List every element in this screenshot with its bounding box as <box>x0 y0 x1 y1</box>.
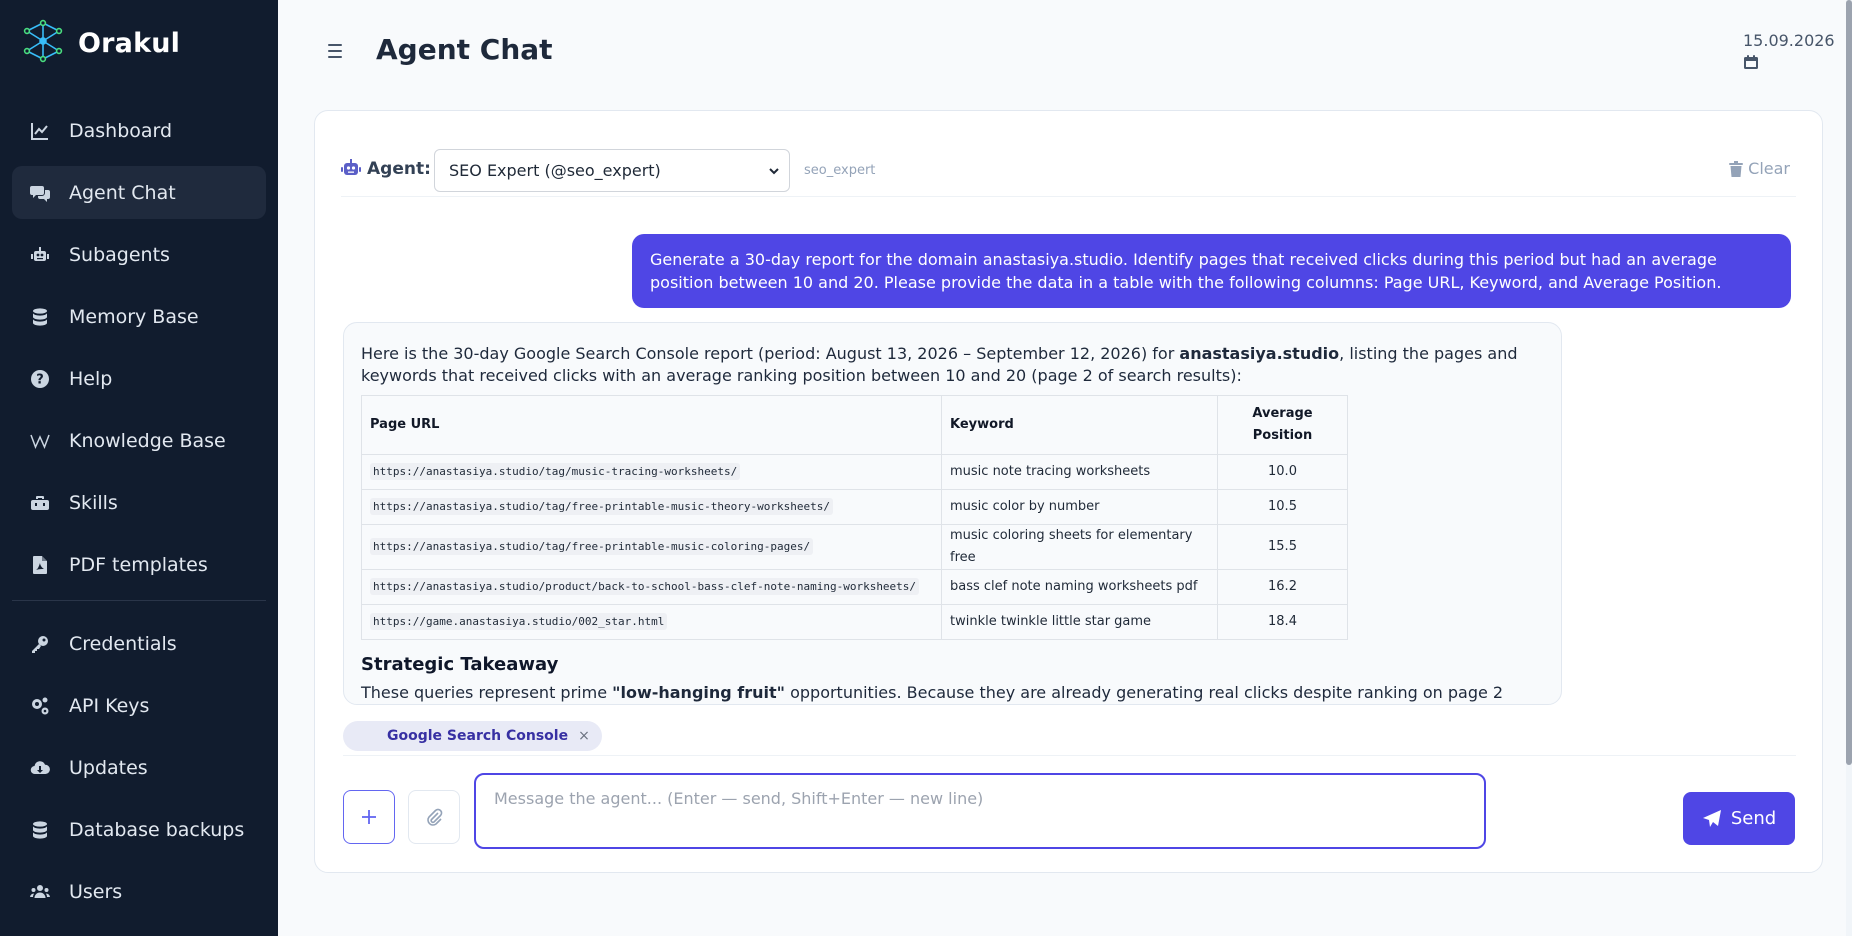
hamburger-menu-icon[interactable] <box>326 40 348 62</box>
report-table <box>361 395 1348 640</box>
intro-text: Here is the 30-day Google Search Console report (period: August 13, 2026 – September 12, 2026) for <box>361 344 1180 363</box>
app-name: Orakul <box>78 27 181 59</box>
takeaway-text <box>361 682 1544 705</box>
sidebar-item-label: Agent Chat <box>69 181 176 204</box>
sidebar <box>0 0 278 936</box>
page-url-cell <box>362 605 942 640</box>
trash-icon <box>1729 161 1743 177</box>
keyword-cell: music color by number <box>942 490 1218 525</box>
chevron-down-icon <box>767 164 781 178</box>
sidebar-item-label: Subagents <box>69 243 170 266</box>
sidebar-item-pdf-templates[interactable] <box>12 538 266 591</box>
table-row <box>362 455 1348 490</box>
user-message: Generate a 30-day report for the domain anastasiya.studio. Identify pages that received clicks during this period but had an average position between 10 and 20. Please provide the data in a table with the following columns: Page URL, Keyword, and Average Position. <box>632 234 1791 308</box>
agent-label: Agent: <box>367 159 431 179</box>
attach-button[interactable] <box>408 790 460 844</box>
agent-select-value: SEO Expert (@seo_expert) <box>449 161 661 180</box>
page-url-cell <box>362 490 942 525</box>
sidebar-item-label: Memory Base <box>69 305 199 328</box>
sidebar-item-label: Users <box>69 880 123 903</box>
sidebar-item-label: Skills <box>69 491 118 514</box>
paperclip-icon <box>424 807 444 827</box>
sidebar-item-label: Help <box>69 367 113 390</box>
agent-select[interactable] <box>434 149 790 192</box>
takeaway-text-start: These queries represent prime <box>361 683 613 702</box>
sidebar-item-skills[interactable] <box>12 476 266 529</box>
clear-label: Clear <box>1748 159 1790 178</box>
database-icon <box>29 306 51 328</box>
composer-divider <box>343 755 1796 756</box>
avg-position-cell: 15.5 <box>1218 525 1348 570</box>
intro-text-end: , listing the pages and keywords that received clicks with an average ranking position between 10 and 20 (page 2 of search results): <box>361 344 1518 385</box>
cogs-icon <box>29 695 51 717</box>
paper-plane-icon <box>1702 809 1722 829</box>
sidebar-item-users[interactable] <box>12 865 266 918</box>
keyword-cell: music note tracing worksheets <box>942 455 1218 490</box>
page-url-cell <box>362 455 942 490</box>
page-url: https://anastasiya.studio/product/back-to-school-bass-clef-note-naming-worksheets/ <box>370 578 919 595</box>
table-row <box>362 570 1348 605</box>
table-row <box>362 490 1348 525</box>
robot-icon <box>29 244 51 266</box>
sidebar-item-dashboard[interactable] <box>12 104 266 157</box>
page-url-cell <box>362 570 942 605</box>
sidebar-item-label: Updates <box>69 756 148 779</box>
chart-line-icon <box>29 120 51 142</box>
column-header: Page URL <box>362 396 942 455</box>
chip-label: Google Search Console <box>387 728 569 744</box>
assistant-message <box>343 322 1562 705</box>
sidebar-item-label: Knowledge Base <box>69 429 226 452</box>
clear-button[interactable] <box>1729 159 1790 178</box>
page-title: Agent Chat <box>376 33 553 66</box>
key-icon <box>29 633 51 655</box>
table-row <box>362 525 1348 570</box>
page-scrollbar[interactable] <box>1846 0 1852 936</box>
keyword-cell: music coloring sheets for elementary free <box>942 525 1218 570</box>
sidebar-item-label: Dashboard <box>69 119 173 142</box>
calendar-icon <box>1743 54 1759 70</box>
comments-icon <box>29 182 51 204</box>
sidebar-item-updates[interactable] <box>12 741 266 794</box>
chat-card <box>314 110 1823 873</box>
wikipedia-icon <box>29 430 51 452</box>
agent-handle: seo_expert <box>804 163 876 178</box>
orakul-logo-icon <box>21 19 65 67</box>
sidebar-item-label: API Keys <box>69 694 150 717</box>
page-url: https://anastasiya.studio/tag/free-printable-music-theory-worksheets/ <box>370 498 833 515</box>
avg-position-cell: 10.0 <box>1218 455 1348 490</box>
takeaway-text-end: opportunities. Because they are already generating real clicks despite ranking on page 2 <box>790 683 1504 702</box>
avg-position-cell: 10.5 <box>1218 490 1348 525</box>
takeaway-emphasis: "low-hanging fruit" <box>612 683 785 702</box>
users-icon <box>29 881 51 903</box>
sidebar-item-knowledge-base[interactable] <box>12 414 266 467</box>
takeaway-heading: Strategic Takeaway <box>361 654 559 675</box>
avg-position-cell: 18.4 <box>1218 605 1348 640</box>
sidebar-item-help[interactable] <box>12 352 266 405</box>
send-label: Send <box>1730 808 1777 829</box>
file-pdf-icon <box>29 554 51 576</box>
page-url: https://game.anastasiya.studio/002_star.html <box>370 613 667 630</box>
avg-position-cell: 16.2 <box>1218 570 1348 605</box>
svg-text:?: ? <box>36 372 44 387</box>
page-url-cell <box>362 525 942 570</box>
robot-icon <box>341 159 361 177</box>
column-header: Average Position <box>1218 396 1348 455</box>
sidebar-nav <box>0 104 278 918</box>
assistant-intro <box>361 343 1544 387</box>
sidebar-item-label: PDF templates <box>69 553 208 576</box>
plus-icon <box>359 807 379 827</box>
question-circle-icon <box>29 368 51 390</box>
current-date: 15.09.2026 <box>1743 31 1835 50</box>
date-display <box>1743 31 1835 70</box>
sidebar-item-label: Database backups <box>69 818 245 841</box>
toolbox-icon <box>29 492 51 514</box>
tool-chip-google-search-console <box>343 721 602 751</box>
send-button[interactable] <box>1683 792 1795 845</box>
sidebar-divider <box>12 600 266 601</box>
database-icon <box>29 819 51 841</box>
keyword-cell: bass clef note naming worksheets pdf <box>942 570 1218 605</box>
page-url: https://anastasiya.studio/tag/music-tracing-worksheets/ <box>370 463 740 480</box>
scrollbar-thumb[interactable] <box>1846 0 1852 765</box>
sidebar-item-database-backups[interactable] <box>12 803 266 856</box>
message-input[interactable] <box>474 773 1486 849</box>
brand[interactable] <box>0 0 278 86</box>
keyword-cell: twinkle twinkle little star game <box>942 605 1218 640</box>
sidebar-item-credentials[interactable] <box>12 617 266 670</box>
intro-domain: anastasiya.studio <box>1179 344 1340 363</box>
table-row <box>362 605 1348 640</box>
sidebar-item-memory-base[interactable] <box>12 290 266 343</box>
agent-toolbar <box>341 137 1796 197</box>
sidebar-item-api-keys[interactable] <box>12 679 266 732</box>
add-button[interactable] <box>343 790 395 844</box>
table-header-row <box>362 396 1348 455</box>
cloud-download-icon <box>29 757 51 779</box>
page-url: https://anastasiya.studio/tag/free-printable-music-coloring-pages/ <box>370 538 813 555</box>
column-header: Keyword <box>942 396 1218 455</box>
sidebar-item-agent-chat[interactable] <box>12 166 266 219</box>
sidebar-item-subagents[interactable] <box>12 228 266 281</box>
chip-remove-button[interactable]: × <box>578 728 590 744</box>
sidebar-item-label: Credentials <box>69 632 177 655</box>
